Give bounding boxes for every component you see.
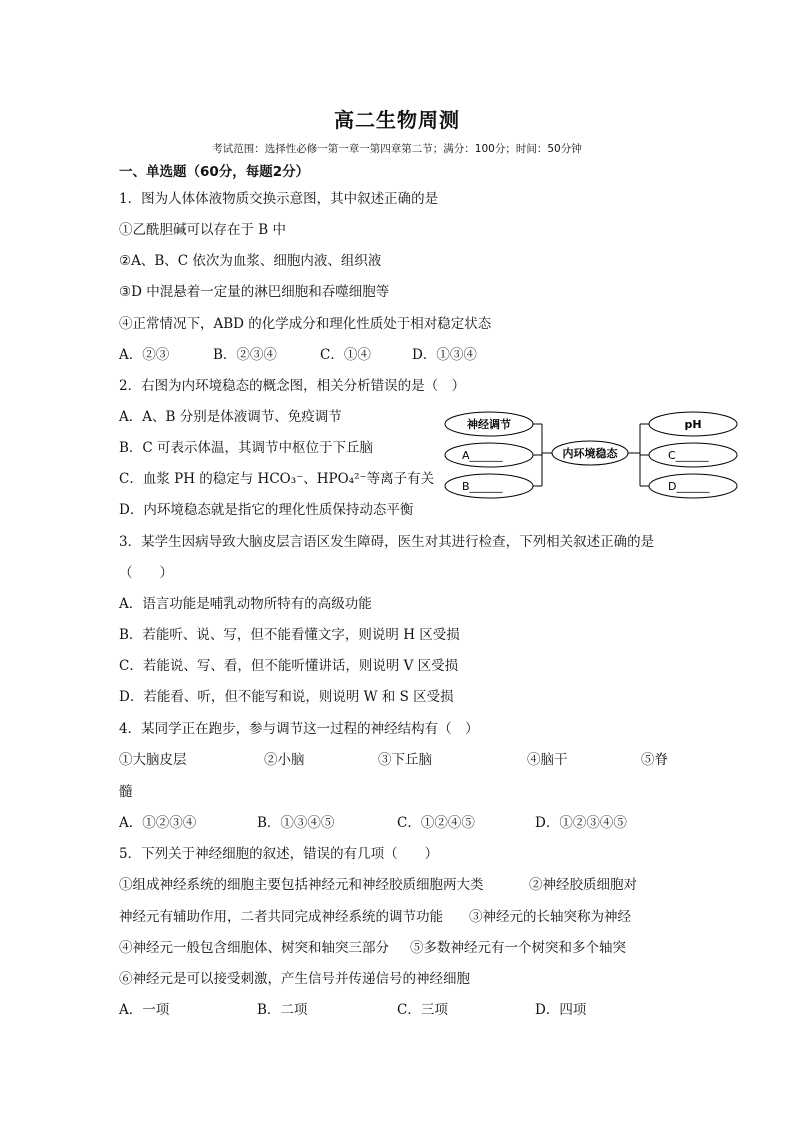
page-title: 高二生物周测 bbox=[334, 108, 460, 132]
q5-statement-2-end: 神经元有辅助作用，二者共同完成神经系统的调节功能 bbox=[119, 909, 443, 925]
q5-option-b: B．二项 bbox=[257, 1002, 308, 1018]
q3-option-d: D．若能看、听，但不能写和说，则说明 W 和 S 区受损 bbox=[119, 689, 454, 705]
q3-answer-paren: （ ） bbox=[119, 565, 173, 581]
section-heading: 一、单选题（60分，每题2分） bbox=[119, 164, 310, 180]
diagram-label-c: C______ bbox=[668, 449, 709, 462]
q1-statement-3: ③D 中混悬着一定量的淋巴细胞和吞噬细胞等 bbox=[119, 284, 390, 300]
q5-statement-4: ④神经元一般包含细胞体、树突和轴突三部分 bbox=[119, 940, 389, 956]
q5-option-c: C．三项 bbox=[397, 1002, 448, 1018]
q2-option-b: B．C 可表示体温，其调节中枢位于下丘脑 bbox=[119, 440, 374, 456]
q4-item-5: ⑤脊 bbox=[641, 752, 668, 768]
diagram-label-ph: pH bbox=[684, 418, 702, 431]
q4-item-5-wrap: 髓 bbox=[119, 784, 133, 800]
q1-option-c: C．①④ bbox=[320, 347, 371, 363]
q1-statement-1: ①乙酰胆碱可以存在于 B 中 bbox=[119, 222, 287, 238]
diagram-label-center: 内环境稳态 bbox=[562, 447, 618, 460]
homeostasis-concept-diagram bbox=[440, 407, 746, 503]
q1-option-a: A．②③ bbox=[119, 347, 170, 363]
q5-stem: 5．下列关于神经细胞的叙述，错误的有几项（ ） bbox=[119, 846, 439, 862]
q4-option-a: A．①②③④ bbox=[119, 815, 197, 831]
q5-statement-3: ③神经元的长轴突称为神经 bbox=[469, 909, 631, 925]
exam-info: 考试范围：选择性必修一第一章一第四章第二节；满分：100分；时间：50分钟 bbox=[212, 143, 582, 155]
q3-option-c: C．若能说、写、看，但不能听懂讲话，则说明 V 区受损 bbox=[119, 658, 459, 674]
q4-item-4: ④脑干 bbox=[527, 752, 568, 768]
q5-statement-5: ⑤多数神经元有一个树突和多个轴突 bbox=[410, 940, 626, 956]
q5-statement-6: ⑥神经元是可以接受刺激，产生信号并传递信号的神经细胞 bbox=[119, 971, 470, 987]
q4-item-3: ③下丘脑 bbox=[378, 752, 432, 768]
q5-statement-1: ①组成神经系统的细胞主要包括神经元和神经胶质细胞两大类 bbox=[119, 877, 484, 893]
q2-option-c: C．血浆 PH 的稳定与 HCO₃⁻、HPO₄²⁻等离子有关 bbox=[119, 471, 435, 487]
q5-statement-2-start: ②神经胶质细胞对 bbox=[529, 877, 637, 893]
q4-option-d: D．①②③④⑤ bbox=[535, 815, 627, 831]
q1-statement-2: ②A、B、C 依次为血浆、细胞内液、组织液 bbox=[119, 253, 382, 269]
q3-stem: 3．某学生因病导致大脑皮层言语区发生障碍，医生对其进行检查，下列相关叙述正确的是 bbox=[119, 534, 655, 550]
diagram-label-d: D______ bbox=[668, 480, 710, 493]
q4-item-1: ①大脑皮层 bbox=[119, 752, 187, 768]
q4-item-2: ②小脑 bbox=[264, 752, 305, 768]
diagram-label-a: A______ bbox=[462, 449, 503, 462]
q4-option-c: C．①②④⑤ bbox=[397, 815, 475, 831]
q5-option-d: D．四项 bbox=[535, 1002, 587, 1018]
q4-stem: 4．某同学正在跑步，参与调节这一过程的神经结构有（ ） bbox=[119, 721, 479, 737]
q3-option-a: A．语言功能是哺乳动物所特有的高级功能 bbox=[119, 596, 372, 612]
q5-option-a: A．一项 bbox=[119, 1002, 170, 1018]
q1-statement-4: ④正常情况下，ABD 的化学成分和理化性质处于相对稳定状态 bbox=[119, 316, 492, 332]
diagram-label-b: B______ bbox=[462, 480, 503, 493]
q4-option-b: B．①③④⑤ bbox=[257, 815, 335, 831]
q1-stem: 1．图为人体体液物质交换示意图，其中叙述正确的是 bbox=[119, 191, 439, 207]
q3-option-b: B．若能听、说、写，但不能看懂文字，则说明 H 区受损 bbox=[119, 627, 460, 643]
q2-stem: 2．右图为内环境稳态的概念图，相关分析错误的是（ ） bbox=[119, 378, 466, 394]
q2-option-d: D．内环境稳态就是指它的理化性质保持动态平衡 bbox=[119, 502, 414, 518]
q1-option-d: D．①③④ bbox=[412, 347, 477, 363]
diagram-label-nervous: 神经调节 bbox=[467, 418, 511, 431]
q2-option-a: A．A、B 分别是体液调节、免疫调节 bbox=[119, 409, 342, 425]
q1-option-b: B．②③④ bbox=[213, 347, 277, 363]
